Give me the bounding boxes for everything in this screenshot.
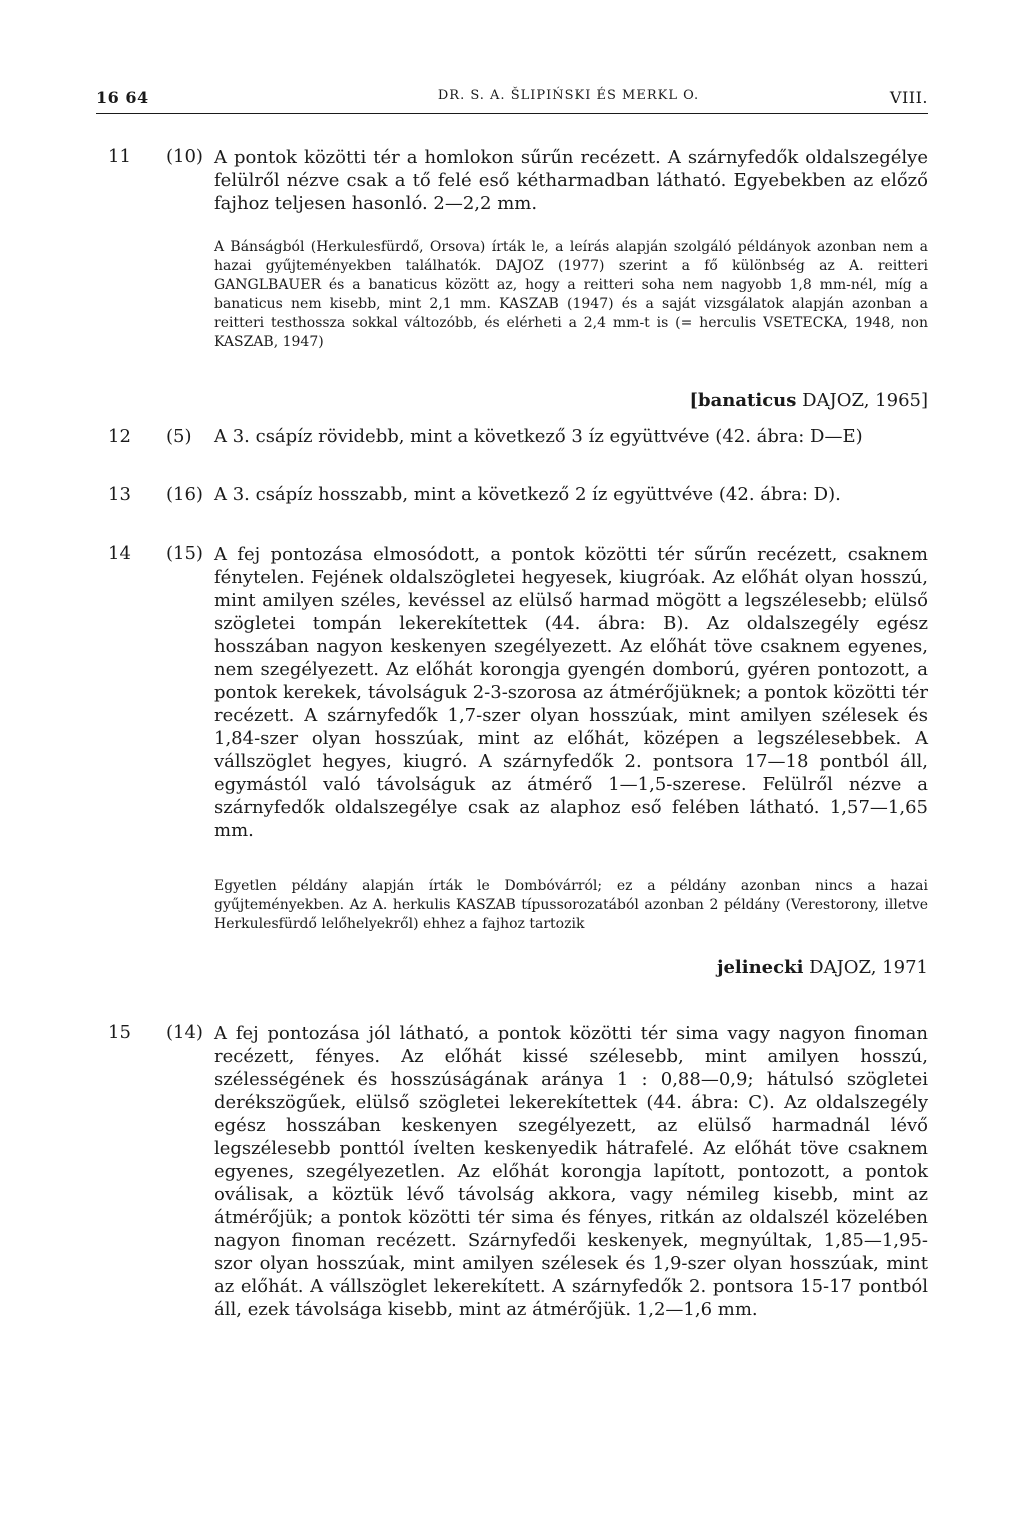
- entry-reference: (14): [166, 1022, 203, 1043]
- entry-text: A 3. csápíz hosszabb, mint a következő 2 íz együttvéve (42. ábra: D).: [214, 484, 841, 505]
- page-number: 16 64: [96, 88, 149, 107]
- entry-text: A 3. csápíz rövidebb, mint a következő 3 íz együttvéve (42. ábra: D—E): [214, 426, 863, 447]
- entry-reference: (16): [166, 484, 203, 505]
- entry-reference: (10): [166, 146, 203, 167]
- entry-number: 12: [108, 426, 131, 447]
- entry-text: A fej pontozása elmosódott, a pontok közötti tér sűrűn recézett, csaknem fénytelen. Fejének oldalszögletei hegyesek, kiugróak. Az előhát olyan hosszú, mint amilyen széles, kevéssel az elülső harmad mögött a legszélesebb; elülső szögletei tompán lekerekítettek (44. ábra: B). Az oldalszegély egész hosszában nagyon keskenyen szegélyezett. Az előhát töve csaknem egyenes, nem szegélyezett. Az előhát korongja gyengén domború, gyéren pontozott, a pontok kerekek, távolságuk 2-3-szorosa az átmérőjüknek; a pontok közötti tér recézett. A szárnyfedők 1,7-szer olyan hosszúak, mint amilyen szélesek és 1,84-szer olyan hosszúak, mint az előhát, középen a legszélesebbek. A vállszöglet hegyes, kiugró. A szárnyfedők 2. pontsora 17—18 pontból áll, egymástól való távolságuk az átmérő 1—1,5-szerese. Felülről nézve a szárnyfedők oldalszegélye csak az alaphoz eső felében látható. 1,57—1,65 mm.: [214, 544, 928, 841]
- taxon-name: [717, 957, 928, 978]
- taxon-name: [690, 390, 928, 411]
- entry-number: 15: [108, 1022, 131, 1043]
- taxon-author: DAJOZ, 1965]: [802, 390, 928, 411]
- header-rule: [96, 113, 928, 114]
- entry-reference: (15): [166, 543, 203, 564]
- volume-number: VIII.: [889, 88, 928, 107]
- taxon-author: DAJOZ, 1971: [809, 957, 928, 978]
- entry-number: 14: [108, 543, 131, 564]
- taxon-epithet: [banaticus: [689, 390, 797, 411]
- running-authors: DR. S. A. ŠLIPIŃSKI ÉS MERKL O.: [437, 88, 700, 103]
- entry-note: Egyetlen példány alapján írták le Dombóvárról; ez a példány azonban nincs a hazai gyűjteményekben. Az A. herkulis KASZAB típussorozatából azonban 2 példány (Verestorony, illetve Herkulesfürdő lelőhelyekről) ehhez a fajhoz tartozik: [214, 878, 928, 932]
- entry-reference: (5): [166, 426, 192, 447]
- entry-text: A fej pontozása jól látható, a pontok közötti tér sima vagy nagyon finoman recézett, fényes. Az előhát kissé szélesebb, mint amilyen hosszú, szélességének és hosszúságának aránya 1 : 0,88—0,9; hátulsó szögletei derékszögűek, elülső szögletei lekerekítettek (44. ábra: C). Az oldalszegély egész hosszában keskenyen szegélyezett, az elülső harmadnál lévő legszélesebb ponttól ívelten keskenyedik hátrafelé. Az előhát töve csaknem egyenes, szegélyezetlen. Az előhát korongja lapított, pontozott, a pontok oválisak, a köztük lévő távolság akkora, vagy némileg kisebb, mint az átmérőjük; a pontok közötti tér sima és fényes, ritkán az oldalszél közelében nagyon finoman recézett. Szárnyfedői keskenyek, megnyúltak, 1,85—1,95-szor olyan hosszúak, mint amilyen szélesek és 1,9-szer olyan hosszúak, mint az előhát. A vállszöglet lekerekített. A szárnyfedők 2. pontsora 15-17 pontból áll, ezek távolsága kisebb, mint az átmérőjük. 1,2—1,6 mm.: [214, 1023, 928, 1320]
- taxon-epithet: jelinecki: [716, 957, 804, 978]
- entry-number: 11: [108, 146, 131, 167]
- entry-text: A pontok közötti tér a homlokon sűrűn recézett. A szárnyfedők oldalszegélye felülről nézve csak a tő felé eső kétharmadban látható. Egyebekben az előző fajhoz teljesen hasonló. 2—2,2 mm.: [214, 147, 928, 214]
- entry-note: A Bánságból (Herkulesfürdő, Orsova) írták le, a leírás alapján szolgáló példányok azonban nem a hazai gyűjteményekben találhatók. DAJOZ (1977) szerint a fő különbség az A. reitteri GANGLBAUER és a banaticus között az, hogy a reitteri soha nem nagyobb 1,8 mm-nél, míg a banaticus nem kisebb, mint 2,1 mm. KASZAB (1947) és a saját vizsgálatok alapján azonban a reitteri testhossza sokkal változóbb, és elérheti a 2,4 mm-t is (= herculis VSETECKA, 1948, non KASZAB, 1947): [214, 239, 928, 350]
- entry-number: 13: [108, 484, 131, 505]
